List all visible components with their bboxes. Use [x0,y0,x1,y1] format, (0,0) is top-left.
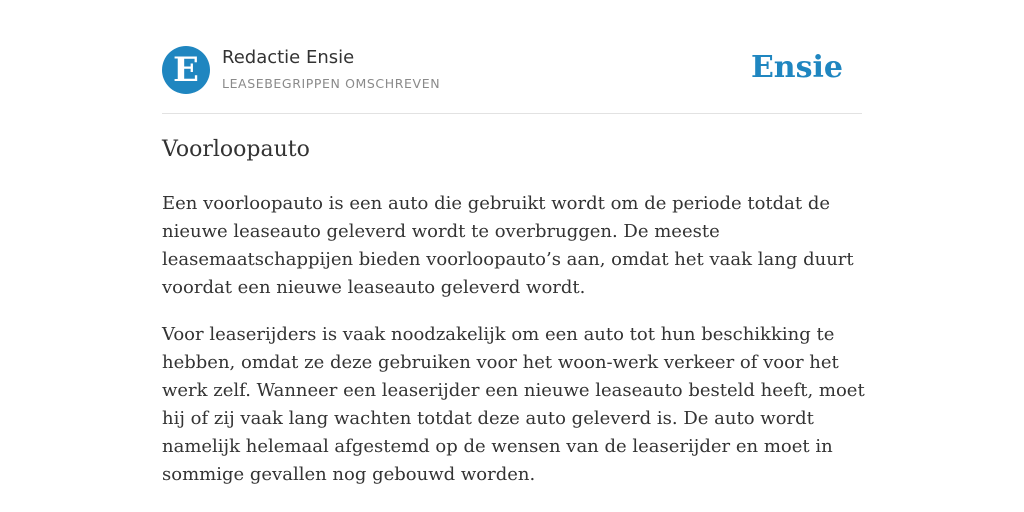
author-avatar: E [162,46,210,94]
category-label[interactable]: LEASEBEGRIPPEN OMSCHREVEN [222,76,441,91]
article-header [162,46,862,96]
paragraph: Voor leaserijders is vaak noodzakelijk om een auto tot hun beschikking te hebben, omdat ze deze gebruiken voor het woon-werk verkeer of voor het werk zelf. Wanneer een leaserijder een nieuwe leaseauto besteld heeft, moet hij of zij vaak lang wachten totdat deze auto geleverd is. De auto wordt namelijk helemaal afgestemd op de wensen van de leaserijder en moet in sommige gevallen nog gebouwd worden. [162,324,865,485]
header-divider [162,113,862,114]
article-body [162,190,866,508]
brand-logo[interactable]: Ensie [750,50,843,85]
paragraph: Een voorloopauto is een auto die gebruikt wordt om de periode totdat de nieuwe leaseauto geleverd wordt te overbruggen. De meeste leasemaatschappijen bieden voorloopauto’s aan, omdat het vaak lang duurt voordat een nieuwe leaseauto geleverd wordt. [162,193,854,298]
article-title: Voorloopauto [162,137,310,162]
author-name[interactable]: Redactie Ensie [222,47,355,68]
